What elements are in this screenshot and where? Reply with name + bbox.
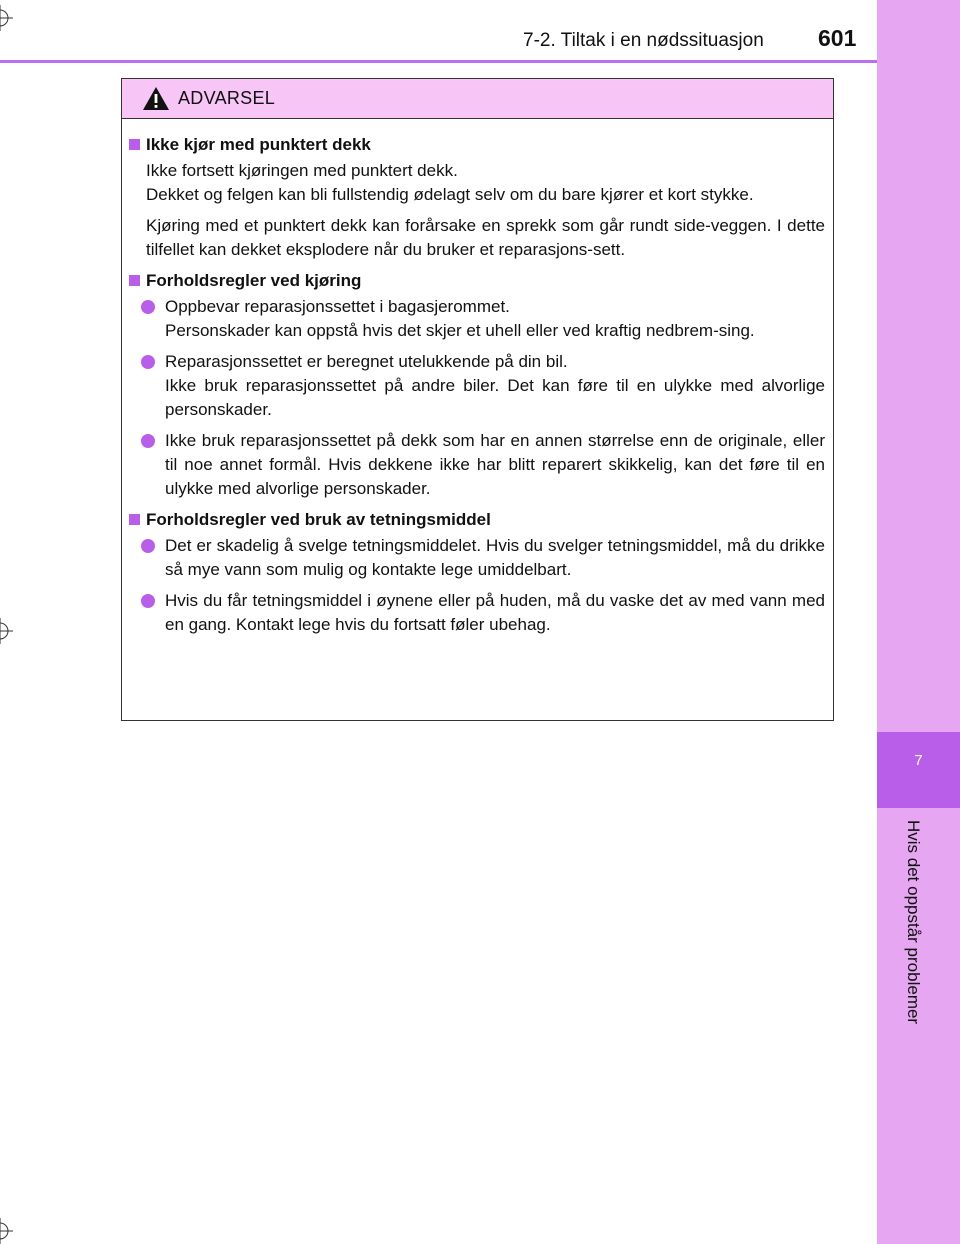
warning-label: ADVARSEL [178, 88, 276, 108]
warning-section [129, 133, 825, 262]
warning-header [122, 79, 833, 119]
square-bullet-icon [129, 514, 140, 525]
page-number: 601 [818, 25, 857, 51]
list-item: Reparasjonssettet er beregnet utelukkende på din bil. Ikke bruk reparasjonssettet på andre biler. Det kan føre til en ulykke med alvorlige personskader. [165, 350, 825, 422]
section-title: 7-2. Tiltak i en nødssituasjon [523, 30, 764, 51]
section-heading: Forholdsregler ved kjøring [129, 269, 825, 293]
warning-box [121, 78, 834, 721]
warning-triangle-icon [142, 86, 170, 116]
chapter-title: Hvis det oppstår problemer [904, 820, 923, 1025]
section-heading: Ikke kjør med punktert dekk [129, 133, 825, 157]
chapter-number-box [877, 732, 960, 808]
list-item: Det er skadelig å svelge tetningsmiddelet. Hvis du svelger tetningsmiddel, må du drikke så mye vann som mulig og kontakte lege umiddelbart. [165, 534, 825, 582]
square-bullet-icon [129, 139, 140, 150]
circle-bullet-icon [141, 355, 155, 369]
warning-section [129, 269, 825, 501]
warning-body [122, 119, 833, 637]
paragraph: Kjøring med et punktert dekk kan forårsake en sprekk som går rundt side-veggen. I dette tilfellet kan dekket eksplodere når du bruker et reparasjons-sett. [146, 216, 825, 259]
square-bullet-icon [129, 275, 140, 286]
chapter-side-tab [877, 0, 960, 1244]
chapter-number: 7 [914, 752, 923, 769]
header-divider [0, 60, 877, 63]
list-item: Oppbevar reparasjonssettet i bagasjerommet. Personskader kan oppstå hvis det skjer et uhell eller ved kraftig nedbrem-sing. [165, 295, 825, 343]
paragraph: Ikke fortsett kjøringen med punktert dekk. Dekket og felgen kan bli fullstendig ødelagt selv om du bare kjører et kort stykke. [146, 161, 754, 204]
crop-mark-icon [0, 5, 13, 31]
crop-mark-icon [0, 618, 13, 644]
circle-bullet-icon [141, 594, 155, 608]
circle-bullet-icon [141, 300, 155, 314]
list-item: Hvis du får tetningsmiddel i øynene eller på huden, må du vaske det av med vann med en gang. Kontakt lege hvis du fortsatt føler ubehag. [165, 589, 825, 637]
crop-mark-icon [0, 1218, 13, 1244]
warning-section [129, 508, 825, 637]
circle-bullet-icon [141, 434, 155, 448]
list-item: Ikke bruk reparasjonssettet på dekk som har en annen størrelse enn de originale, eller til noe annet formål. Hvis dekkene ikke har blitt reparert skikkelig, kan det føre til en ulykke med alvorlige personskader. [165, 429, 825, 501]
section-heading: Forholdsregler ved bruk av tetningsmiddel [129, 508, 825, 532]
circle-bullet-icon [141, 539, 155, 553]
